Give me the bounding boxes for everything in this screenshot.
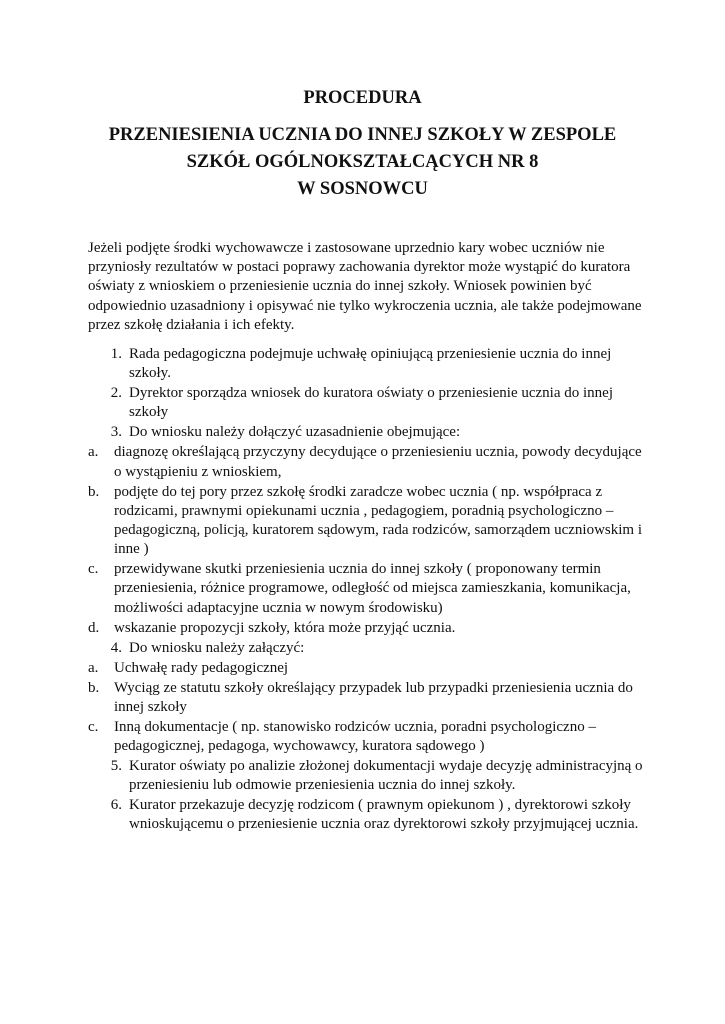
- list-marker: 5.: [110, 758, 122, 775]
- list-marker: 4.: [110, 639, 122, 656]
- list-item-2: [88, 384, 648, 422]
- list-marker: a.: [88, 659, 99, 676]
- list-item-text: wskazanie propozycji szkoły, która może przyjąć ucznia.: [114, 619, 456, 636]
- list-item-3a: [88, 443, 648, 481]
- procedure-subtitle-line-3: W SOSNOWCU: [297, 179, 428, 199]
- list-item-3d: [88, 619, 648, 638]
- list-marker: 1.: [110, 346, 122, 362]
- list-item-text: Do wniosku należy załączyć:: [129, 639, 305, 656]
- list-item-4b: [88, 679, 648, 717]
- list-item-text: Dyrektor sporządza wniosek do kuratora oświaty o przeniesienie ucznia do innej szkoły: [129, 385, 613, 421]
- list-item-3b: [88, 483, 648, 560]
- list-item-text: Rada pedagogiczna podejmuje uchwałę opiniującą przeniesienie ucznia do innej szkoły.: [129, 346, 612, 382]
- list-marker: b.: [88, 483, 100, 500]
- procedure-subtitle-line-2: SZKÓŁ OGÓLNOKSZTAŁCĄCYCH NR 8: [186, 152, 539, 172]
- procedure-list: [88, 345, 648, 835]
- list-marker: 6.: [110, 797, 122, 814]
- list-item-4a: [88, 659, 648, 678]
- list-item-5: [88, 757, 648, 795]
- list-item-text: Kurator przekazuje decyzję rodzicom ( prawnym opiekunom ) , dyrektorowi szkoły wnioskującemu o przeniesienie ucznia oraz dyrektorowi szkoły przyjmującej ucznia.: [129, 797, 639, 833]
- list-item-text: diagnozę określającą przyczyny decydujące o przeniesieniu ucznia, powody decydujące o wystąpieniu z wnioskiem,: [114, 444, 642, 480]
- list-marker: 2.: [110, 385, 122, 402]
- list-item-3: [88, 423, 648, 442]
- list-marker: c.: [88, 718, 99, 735]
- list-item-text: Uchwałę rady pedagogicznej: [114, 659, 289, 676]
- procedure-subtitle-line-1: PRZENIESIENIA UCZNIA DO INNEJ SZKOŁY W ZESPOLE: [108, 125, 617, 145]
- list-item-4c: [88, 718, 648, 756]
- list-item-3c: [88, 560, 648, 618]
- list-item-text: Kurator oświaty po analizie złożonej dokumentacji wydaje decyzję administracyjną o przeniesieniu lub odmowie przeniesienia ucznia do innej szkoły.: [129, 758, 643, 794]
- list-marker: 3.: [110, 424, 122, 441]
- list-item-text: Inną dokumentacje ( np. stanowisko rodziców ucznia, poradni psychologiczno – pedagogicznej, pedagoga, wychowawcy, kuratora sądowego ): [114, 718, 596, 755]
- procedure-title: PROCEDURA: [303, 88, 422, 108]
- list-marker: a.: [88, 444, 99, 461]
- list-marker: c.: [88, 561, 99, 578]
- list-item-6: [88, 796, 648, 834]
- intro-paragraph: Jeżeli podjęte środki wychowawcze i zastosowane uprzednio kary wobec uczniów nie przyniosły rezultatów w postaci poprawy zachowania dyrektor może wystąpić do kuratora oświaty z wnioskiem o przeniesienie ucznia do innej szkoły. Wniosek powinien być odpowiednio uzasadniony i opisywać nie tylko wykroczenia ucznia, ale także podejmowane przez szkołę działania i ich efekty.: [88, 240, 642, 333]
- list-item-text: Do wniosku należy dołączyć uzasadnienie obejmujące:: [129, 424, 461, 441]
- list-item-text: podjęte do tej pory przez szkołę środki zaradcze wobec ucznia ( np. współpraca z rodzicami, prawnymi opiekunami ucznia , pedagogiem, poradnią psychologiczno – pedagogiczną, policją, kuratorem sądowym, rada rodziców, samorządem uczniowskim i inne ): [114, 483, 643, 558]
- list-item-4: [88, 639, 648, 658]
- list-marker: b.: [88, 679, 100, 696]
- list-item-text: przewidywane skutki przeniesienia ucznia do innej szkoły ( proponowany termin przeniesienia, różnice programowe, odległość od miejsca zamieszkania, komunikacja, możliwości adaptacyjne ucznia w nowym środowisku): [114, 561, 631, 616]
- list-item-1: [88, 345, 648, 383]
- list-item-text: Wyciąg ze statutu szkoły określający przypadek lub przypadki przeniesienia ucznia do innej szkoły: [114, 679, 633, 715]
- list-marker: d.: [88, 619, 100, 636]
